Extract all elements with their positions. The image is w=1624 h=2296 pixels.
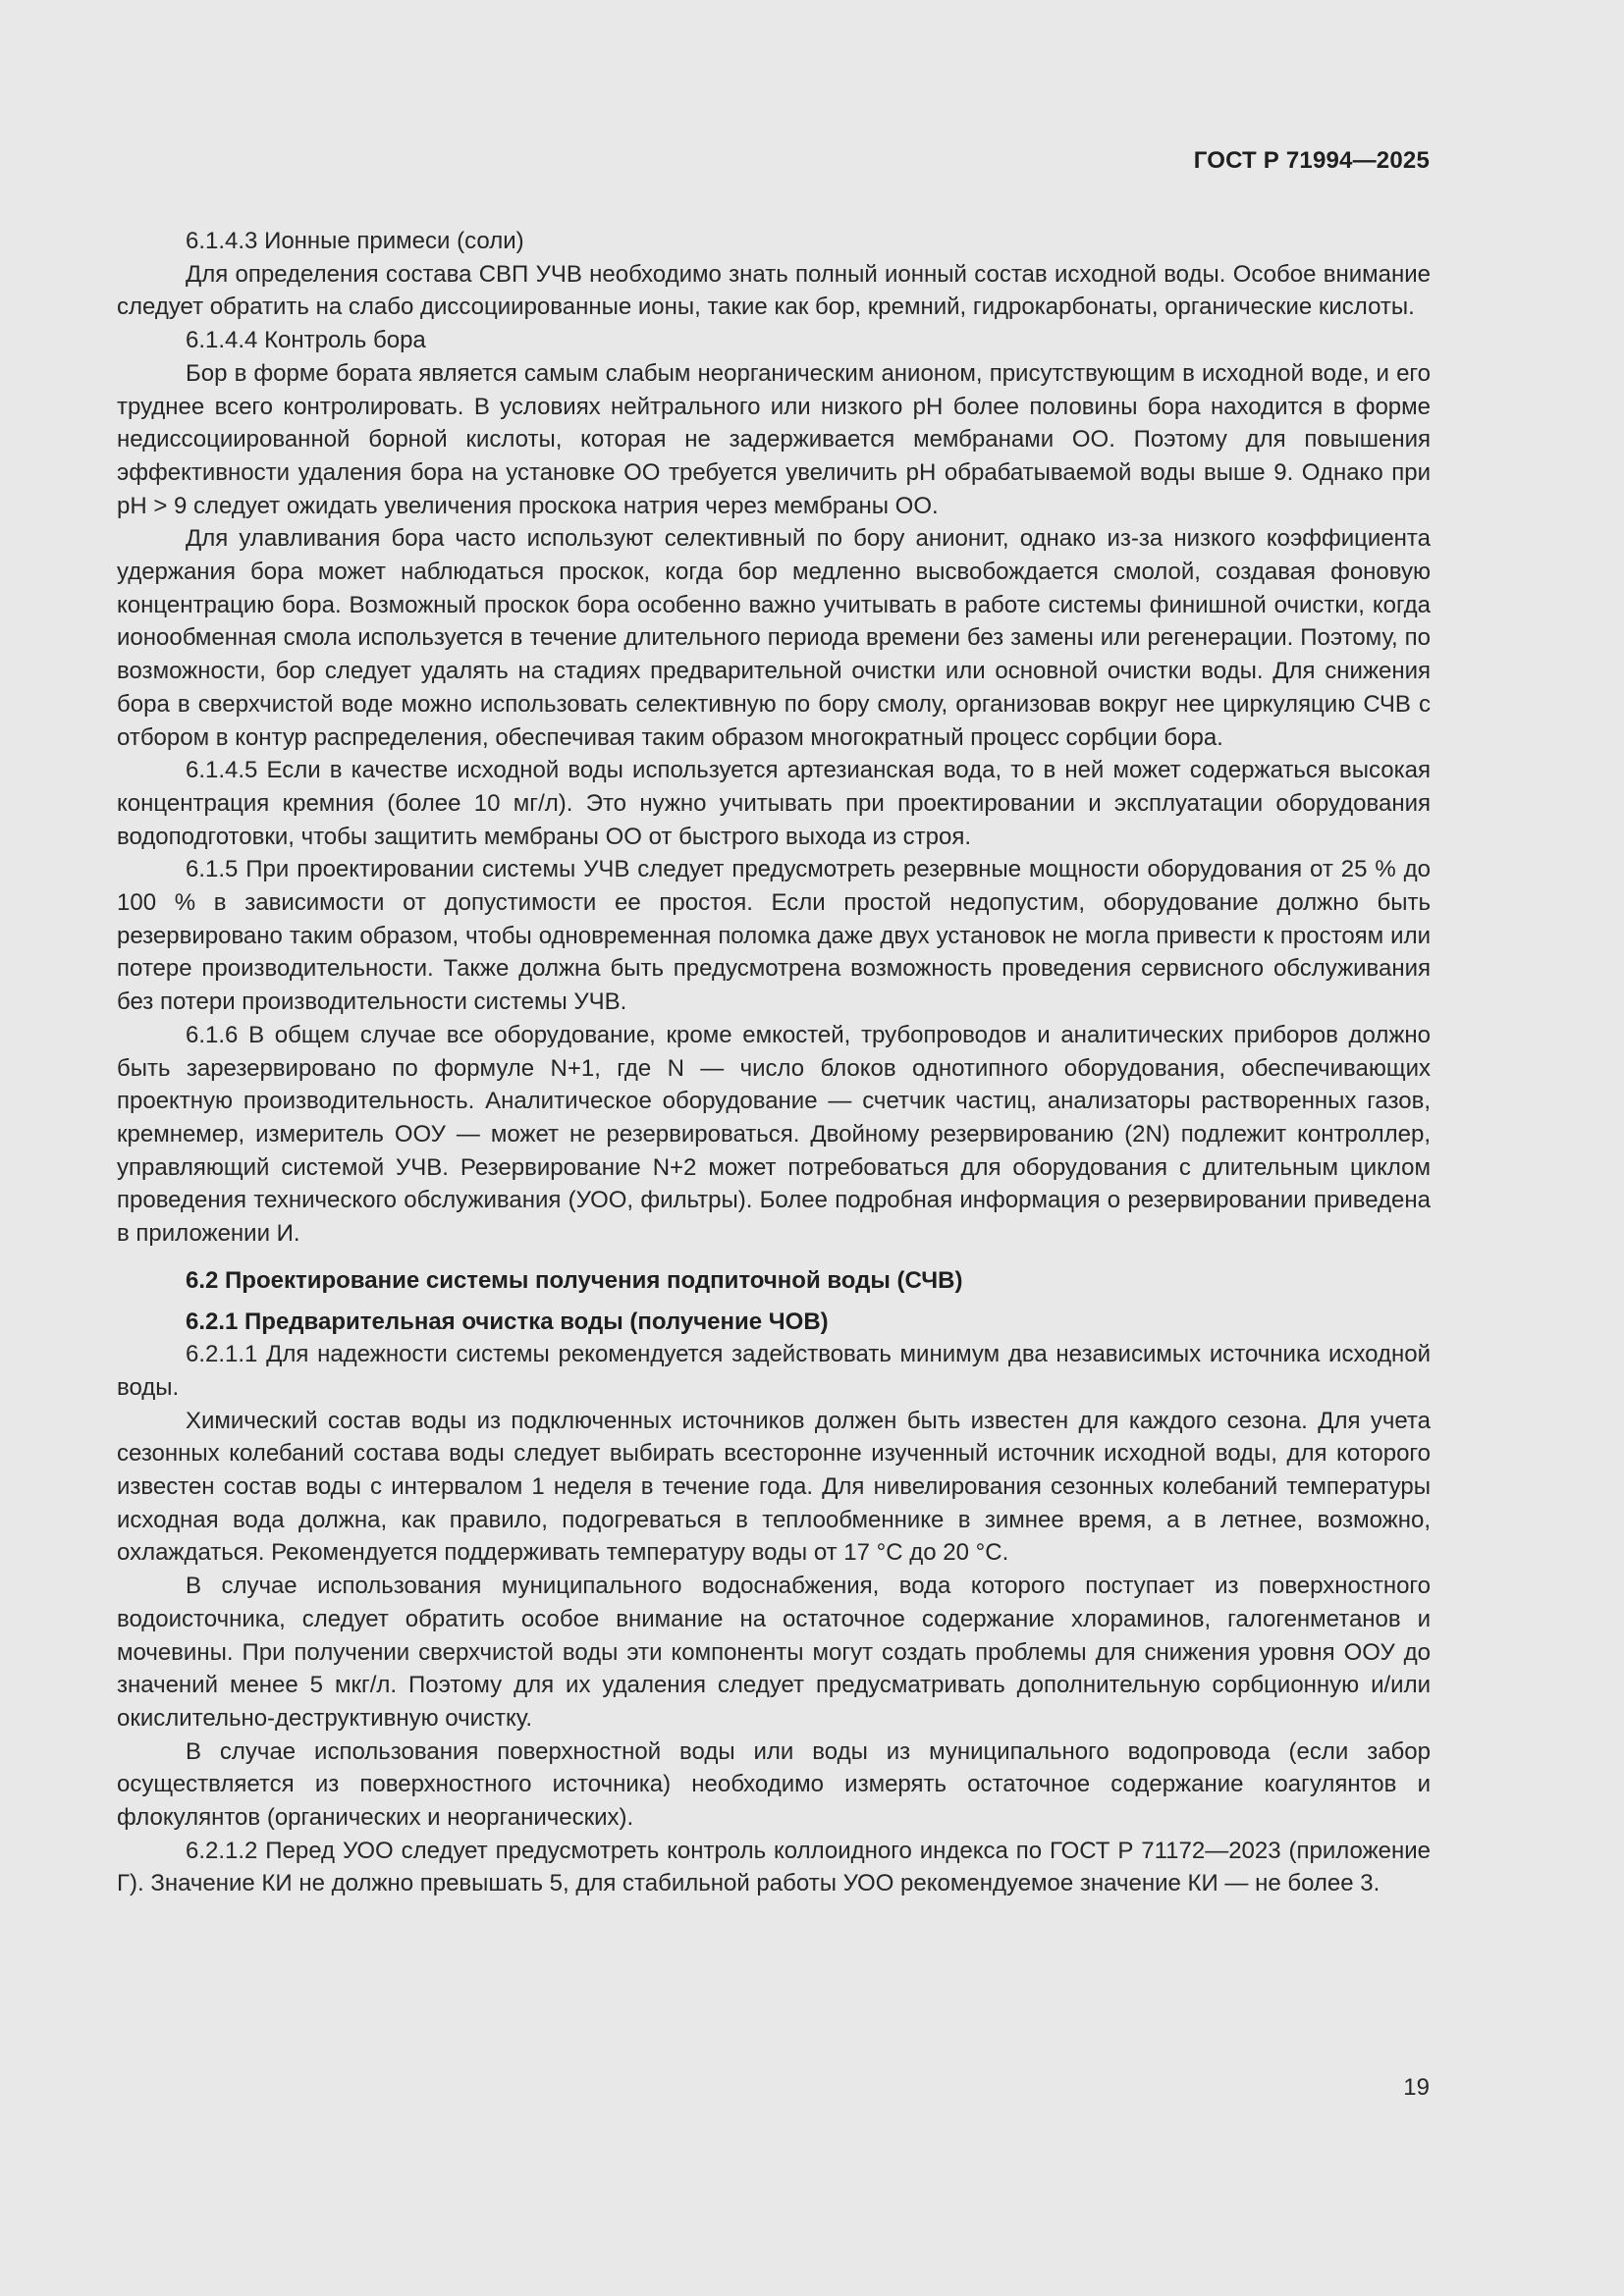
paragraph: Химический состав воды из подключенных источников должен быть известен для каждого сезона. Для учета сезонных колебаний состава воды следует выбирать всесторонне изученный источник исходной воды, для которого известен состав воды с интервалом 1 неделя в течение года. Для нивелирования сезонных колебаний температуры исходная вода должна, как правило, подогреваться в теплообменнике в зимнее время, а в летнее, возможно, охлаждаться. Рекомендуется поддерживать температуру воды от 17 °С до 20 °С. [117,1407,1431,1567]
subheading-6-1-4-3: 6.1.4.3 Ионные примеси (соли) [186,228,524,254]
section-heading-6-2: 6.2 Проектирование системы получения подпиточной воды (СЧВ) [186,1266,963,1294]
paragraph: Для улавливания бора часто используют селективный по бору анионит, однако из-за низкого коэффициента удержания бора может наблюдаться проскок, когда бор медленно высвобождается смолой, создавая фоновую концентрацию бора. Возможный проскок бора особенно важно учитывать в работе системы финишной очистки, когда ионообменная смола используется в течение длительного периода времени без замены или регенерации. Поэтому, по возможности, бор следует удалять на стадиях предварительной очистки или основной очистки воды. Для снижения бора в сверхчистой воде можно использовать селективную по бору смолу, организовав вокруг нее циркуляцию СЧВ с отбором в контур распределения, обеспечивая таким образом многократный процесс сорбции бора. [117,525,1431,751]
paragraph: Бор в форме бората является самым слабым неорганическим анионом, присутствующим в исходной воде, и его труднее всего контролировать. В условиях нейтрального или низкого pH более половины бора находится в форме недиссоциированной борной кислоты, которая не задерживается мембранами ОО. Поэтому для повышения эффективности удаления бора на установке ОО требуется увеличить pH обрабатываемой воды выше 9. Однако при pH > 9 следует ожидать увеличения проскока натрия через мембраны ОО. [117,359,1431,519]
paragraph: В случае использования муниципального водоснабжения, вода которого поступает из поверхностного водоисточника, следует обратить особое внимание на остаточное содержание хлораминов, галогенметанов и мочевины. При получении сверхчистой воды эти компоненты могут создать проблемы для снижения уровня ООУ до значений менее 5 мкг/л. Поэтому для их удаления следует предусматривать дополнительную сорбционную и/или окислительно-деструктивную очистку. [117,1573,1431,1732]
paragraph-6-2-1-2: 6.2.1.2 Перед УОО следует предусмотреть контроль коллоидного индекса по ГОСТ Р 71172—2023 (приложение Г). Значение КИ не должно превышать 5, для стабильной работы УОО рекомендуемое значение КИ — не более 3. [117,1837,1431,1897]
document-body [117,225,1431,1900]
paragraph: В случае использования поверхностной воды или воды из муниципального водопровода (если забор осуществляется из поверхностного источника) необходимо измерять остаточное содержание коагулянтов и флокулянтов (органических и неорганических). [117,1737,1431,1832]
paragraph-6-1-6: 6.1.6 В общем случае все оборудование, кроме емкостей, трубопроводов и аналитических приборов должно быть зарезервировано по формуле N+1, где N — число блоков однотипного оборудования, обеспечивающих проектную производительность. Аналитическое оборудование — счетчик частиц, анализаторы растворенных газов, кремнемер, измеритель ООУ — может не резервироваться. Двойному резервированию (2N) подлежит контроллер, управляющий системой УЧВ. Резервирование N+2 может потребоваться для оборудования с длительным циклом проведения технического обслуживания (УОО, фильтры). Более подробная информация о резервировании приведена в приложении И. [117,1021,1431,1248]
section-heading-6-2-1: 6.2.1 Предварительная очистка воды (получение ЧОВ) [186,1308,829,1335]
document-header: ГОСТ Р 71994—2025 [1193,147,1430,174]
page-number: 19 [1403,2074,1430,2101]
paragraph: Для определения состава СВП УЧВ необходимо знать полный ионный состав исходной воды. Особое внимание следует обратить на слабо диссоциированные ионы, такие как бор, кремний, гидрокарбонаты, органические кислоты. [117,260,1431,321]
paragraph-6-1-5: 6.1.5 При проектировании системы УЧВ следует предусмотреть резервные мощности оборудования от 25 % до 100 % в зависимости от допустимости ее простоя. Если простой недопустим, оборудование должно быть резервировано таким образом, чтобы одновременная поломка даже двух установок не могла привести к простоям или потере производительности. Также должна быть предусмотрена возможность проведения сервисного обслуживания без потери производительности системы УЧВ. [117,856,1431,1016]
subheading-6-1-4-4: 6.1.4.4 Контроль бора [186,327,426,354]
paragraph-6-1-4-5: 6.1.4.5 Если в качестве исходной воды используется артезианская вода, то в ней может содержаться высокая концентрация кремния (более 10 мг/л). Это нужно учитывать при проектировании и эксплуатации оборудования водоподготовки, чтобы защитить мембраны ОО от быстрого выхода из строя. [117,757,1431,850]
paragraph-6-2-1-1: 6.2.1.1 Для надежности системы рекомендуется задействовать минимум два независимых источника исходной воды. [117,1341,1431,1401]
